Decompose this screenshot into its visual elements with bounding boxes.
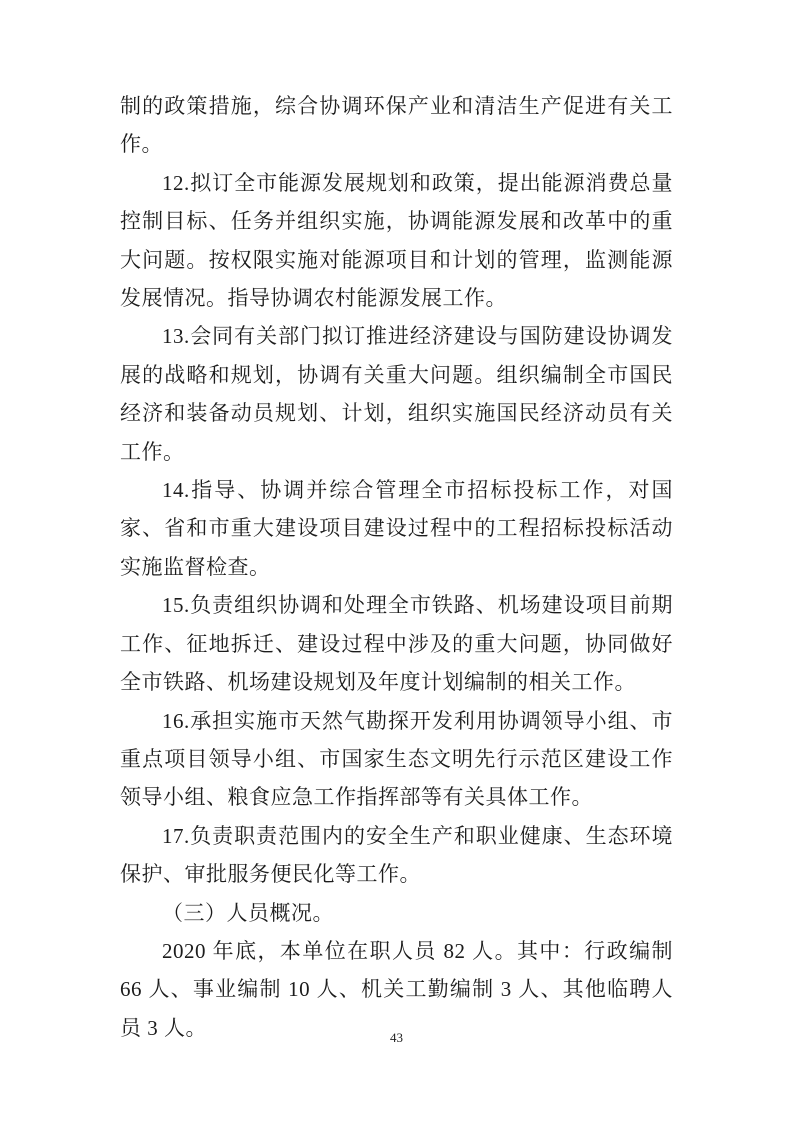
- page-number: 43: [390, 1030, 403, 1045]
- paragraph: 15.负责组织协调和处理全市铁路、机场建设项目前期工作、征地拆迁、建设过程中涉及的重大问题，协同做好全市铁路、机场建设规划及年度计划编制的相关工作。: [120, 593, 673, 695]
- paragraph: 17.负责职责范围内的安全生产和职业健康、生态环境保护、审批服务便民化等工作。: [120, 823, 673, 887]
- paragraph: 制的政策措施，综合协调环保产业和清洁生产促进有关工作。: [120, 94, 673, 157]
- paragraph: 16.承担实施市天然气勘探开发利用协调领导小组、市重点项目领导小组、市国家生态文明先行示范区建设工作领导小组、粮食应急工作指挥部等有关具体工作。: [120, 708, 673, 810]
- paragraph: （三）人员概况。: [162, 900, 334, 925]
- paragraph: 13.会同有关部门拟订推进经济建设与国防建设协调发展的战略和规划，协调有关重大问题。组织编制全市国民经济和装备动员规划、计划，组织实施国民经济动员有关工作。: [120, 324, 673, 464]
- paragraph: 14.指导、协调并综合管理全市招标投标工作，对国家、省和市重大建设项目建设过程中的工程招标投标活动实施监督检查。: [120, 478, 673, 579]
- document-body: [120, 87, 673, 1047]
- paragraph: 2020 年底，本单位在职人员 82 人。其中：行政编制 66 人、事业编制 10 人、机关工勤编制 3 人、其他临聘人员 3 人。: [120, 938, 673, 1040]
- paragraph: 12.拟订全市能源发展规划和政策，提出能源消费总量控制目标、任务并组织实施，协调能源发展和改革中的重大问题。按权限实施对能源项目和计划的管理，监测能源发展情况。指导协调农村能源发展工作。: [120, 170, 673, 311]
